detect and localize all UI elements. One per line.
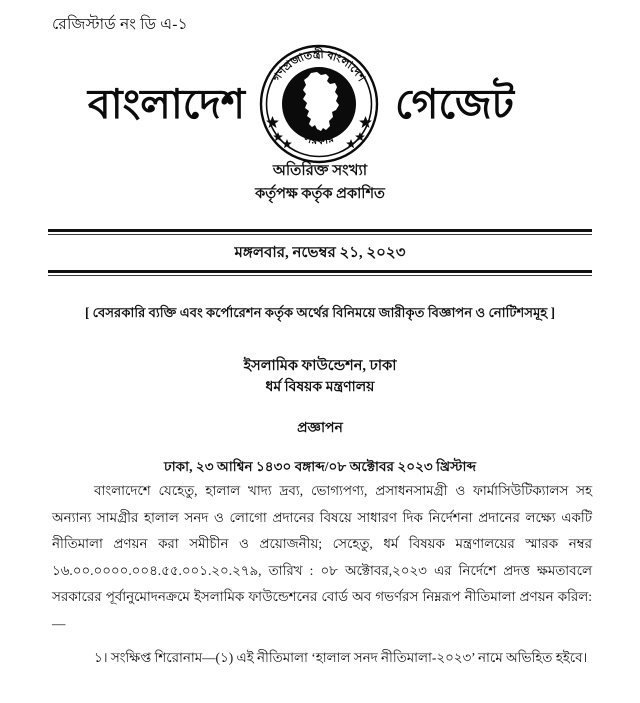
notice-banner: [ বেসরকারি ব্যক্তি এবং কর্পোরেশন কর্তৃক অর্থের বিনিময়ে জারীকৃত বিজ্ঞাপন ও নোটিশসমূহ ] [84,305,556,320]
body-section [52,478,592,637]
subtitle-published-by: কর্তৃপক্ষ কর্তৃক প্রকাশিত [255,185,385,202]
clause-short-title: ১। সংক্ষিপ্ত শিরোনাম—(১) এই নীতিমালা ‘হালাল সনদ নীতিমালা-২০২৩’ নামে অভিহিত হইবে। [94,650,588,665]
divider-thick-line [48,270,592,273]
masthead-title-right: গেজেট [395,80,515,127]
svg-text:সরকার: সরকার [302,132,336,148]
preamble-paragraph: বাংলাদেশে যেহেতু, হালাল খাদ্য দ্রব্য, ভোগ্যপণ্য, প্রসাধনসামগ্রী ও ফার্মাসিউটিক্যালস সহ অন্যান্য সামগ্রীর হালাল সনদ ও লোগো প্রদানের বিষয়ে সাধারণ দিক নির্দেশনা প্রদানের লক্ষ্যে একটি নীতিমালা প্রণয়ন করা সমীচীন ও প্রয়োজনীয়; সেহেতু, ধর্ম বিষয়ক মন্ত্রণালয়ের স্মারক নম্বর ১৬.০০.০০০০.০০৪.৫৫.০০১.২০.২৭৯, তারিখ : ০৮ অক্টোবর,২০২৩ এর নির্দেশে প্রদত্ত ক্ষমতাবলে সরকারের পূর্বানুমোদনক্রমে ইসলামিক ফাউন্ডেশনের বোর্ড অব গভর্ণরস নিম্নরূপ নীতিমালা প্রণয়ন করিল:— [52,483,592,631]
organisation-block [0,355,640,479]
masthead [0,48,640,160]
divider-top [48,229,592,235]
ministry-name: ধর্ম বিষয়ক মন্ত্রণালয় [265,380,375,396]
subtitle-issue-type: অতিরিক্ত সংখ্যা [272,163,368,179]
divider-bottom [48,270,592,276]
registration-number: রেজিস্টার্ড নং ডি এ-১ [52,16,188,33]
svg-text:গণপ্রজাতন্ত্রী বাংলাদেশ: গণপ্রজাতন্ত্রী বাংলাদেশ [270,48,368,84]
masthead-title-left: বাংলাদেশ [87,80,245,127]
document-type: প্রজ্ঞাপন [297,420,343,436]
subtitle-block [0,160,640,206]
publication-date: মঙ্গলবার, নভেম্বর ২১, ২০২৩ [234,245,406,261]
divider-thick-line [48,229,592,232]
document-date: ঢাকা, ২৩ আশ্বিন ১৪৩০ বঙ্গাব্দ/০৮ অক্টোবর ২০২৩ খ্রিস্টাব্দ [164,458,476,474]
divider-thin-line [48,234,592,235]
organisation-name: ইসলামিক ফাউন্ডেশন, ঢাকা [243,358,397,374]
divider-thin-line [48,275,592,276]
government-seal-icon [257,42,381,166]
